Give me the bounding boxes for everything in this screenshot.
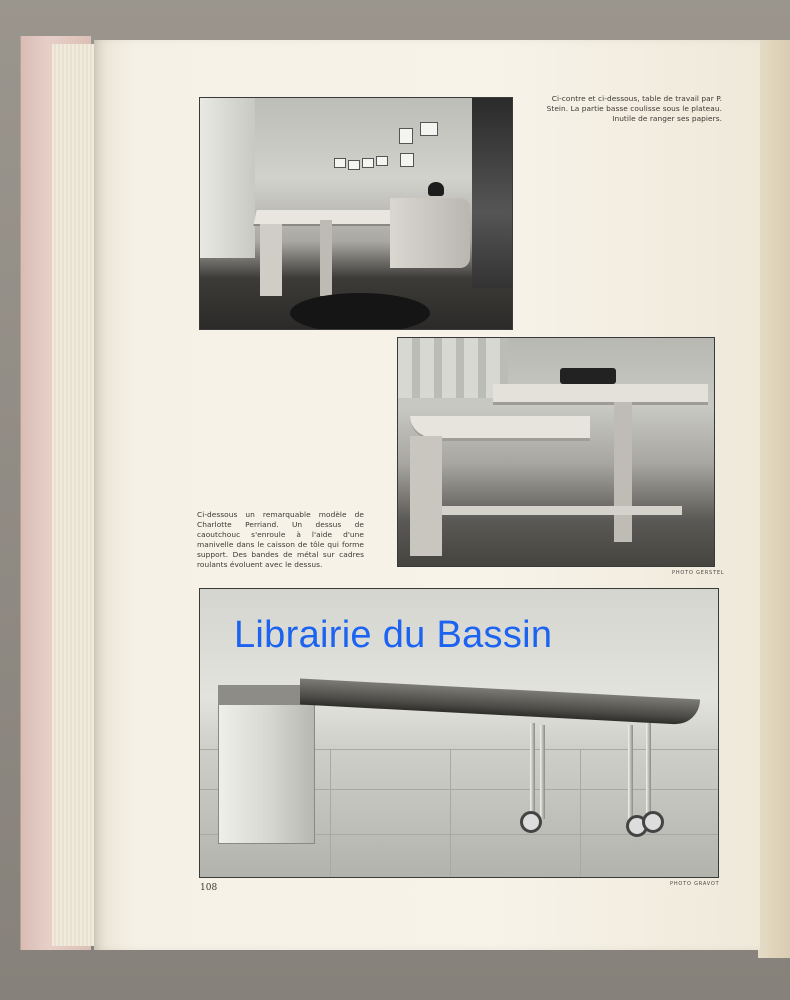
floor-tile-line — [580, 749, 581, 877]
telephone — [428, 182, 444, 196]
wall-photo — [376, 156, 388, 166]
page-number: 108 — [200, 883, 218, 893]
caption-middle: Ci-dessous un remarquable modèle de Charlotte Perriand. Un dessus de caoutchouc s'enroule à l'aide d'une manivelle dans le caisson de tôle qui forme support. Des bandes de métal sur cadres roulants évoluent avec le dessus. — [197, 510, 364, 569]
curtain — [398, 338, 508, 398]
table-leg — [646, 723, 651, 821]
desk-side — [260, 224, 282, 296]
rug — [290, 293, 430, 330]
caption-top: Ci-contre et ci-dessous, table de travail par P. Stein. La partie basse coulisse sous le plateau. Inutile de ranger ses papiers. — [546, 94, 722, 123]
wall-panel — [472, 98, 512, 288]
desk-leg — [614, 402, 632, 542]
desk-top-back — [493, 384, 708, 405]
photo-perriand-desk — [397, 337, 715, 567]
table-wheel — [642, 811, 664, 833]
photo-stein-desk — [199, 97, 513, 330]
wall-photo — [420, 122, 438, 136]
desk-leg — [410, 436, 442, 556]
metal-casing — [218, 687, 315, 844]
table-leg — [628, 725, 633, 821]
wall-photo — [348, 160, 360, 170]
desk-cabinet — [390, 198, 470, 268]
table-top — [300, 679, 700, 726]
wall-photo — [334, 158, 346, 168]
watermark: Librairie du Bassin — [234, 614, 553, 656]
wall-photo — [362, 158, 374, 168]
table-wheel — [520, 811, 542, 833]
floor-tile-line — [450, 749, 451, 877]
page-stack — [52, 44, 97, 946]
floor-tile-line — [330, 749, 331, 877]
wall-photo — [400, 153, 414, 167]
wall-photo — [399, 128, 413, 144]
table-leg — [530, 723, 535, 819]
desk-shelf — [442, 506, 682, 515]
metal-casing-top — [218, 685, 313, 705]
typewriter — [560, 368, 616, 384]
window — [200, 98, 255, 258]
facing-page-edge — [758, 40, 790, 958]
table-leg — [540, 725, 545, 819]
photo-credit-middle: PHOTO GERSTEL — [672, 570, 725, 576]
desk-side — [320, 220, 332, 296]
photo-credit-bottom: PHOTO GRAVOT — [670, 881, 720, 887]
